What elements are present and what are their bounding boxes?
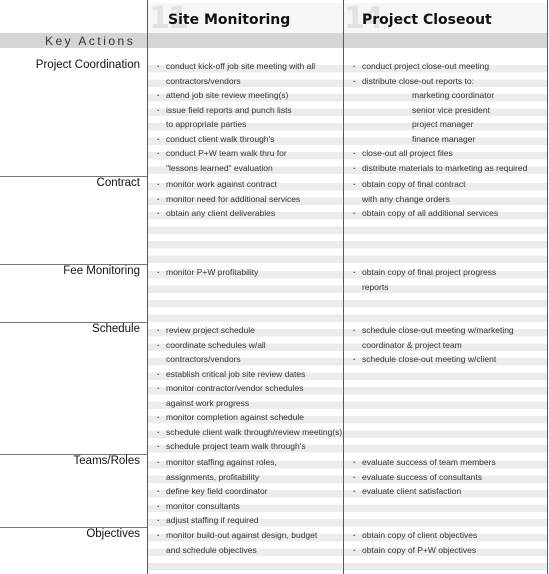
action-item [354, 132, 547, 147]
action-text: · monitor need for additional services [166, 193, 301, 204]
action-item [354, 338, 547, 353]
action-item [354, 455, 547, 470]
action-text: · distribute materials to marketing as required [362, 162, 528, 173]
action-text: · adjust staffing if required [166, 515, 259, 525]
action-text: · monitor staffing against roles, [166, 457, 277, 467]
action-text: with any change orders [362, 193, 450, 204]
action-text: · monitor consultants [166, 500, 240, 511]
site-monitoring-actions [158, 265, 343, 280]
action-text: · define key field coordinator [166, 486, 268, 496]
column-header-project-closeout [344, 1, 547, 36]
action-item [354, 74, 547, 89]
action-text: · close-out all project files [362, 148, 453, 158]
action-text: marketing coordinator [412, 90, 495, 100]
action-item [354, 484, 547, 499]
key-actions-bar [0, 33, 548, 48]
action-text: against work progress [166, 397, 250, 408]
action-item [158, 367, 343, 382]
column-number: 11 [149, 1, 187, 36]
column-header-site-monitoring [148, 1, 343, 36]
action-item [354, 206, 547, 221]
action-item [158, 132, 343, 147]
action-item [158, 161, 343, 176]
action-item [158, 499, 343, 514]
action-item [158, 338, 343, 353]
action-item [354, 88, 547, 103]
action-text: · monitor build-out against design, budget [166, 530, 318, 540]
action-text: · conduct kick-off job site meeting with all [166, 61, 316, 71]
action-item [158, 177, 343, 192]
section-label: Teams/Roles [73, 455, 140, 467]
column-divider [147, 0, 148, 574]
project-closeout-actions [354, 455, 547, 499]
action-text: · obtain copy of client objectives [362, 530, 478, 540]
section-label: Project Coordination [35, 59, 140, 71]
action-item [158, 513, 343, 528]
site-monitoring-actions [158, 455, 343, 528]
action-item [158, 410, 343, 425]
section-contract [0, 176, 548, 265]
action-text: · conduct client walk through's [166, 133, 275, 144]
action-text: · coordinate schedules w/all [166, 339, 266, 350]
project-closeout-actions [354, 265, 547, 294]
action-item [158, 528, 343, 543]
site-monitoring-actions [158, 177, 343, 221]
action-item [158, 484, 343, 499]
action-item [354, 352, 547, 367]
column-divider [547, 0, 548, 574]
action-text: contractors/vendors [166, 354, 241, 364]
section-label: Schedule [92, 323, 140, 335]
action-text: · obtain copy of all additional services [362, 208, 499, 218]
action-item [158, 146, 343, 161]
section-fee-monitoring [0, 264, 548, 323]
site-monitoring-actions [158, 528, 343, 557]
action-text: · monitor completion against schedule [166, 412, 304, 422]
project-closeout-actions [354, 59, 547, 175]
action-item [158, 206, 343, 221]
project-closeout-actions [354, 177, 547, 221]
action-item [354, 177, 547, 192]
action-text: · establish critical job site review dates [166, 368, 306, 379]
action-text: · evaluate success of consultants [362, 471, 483, 482]
column-title: Project Closeout [362, 12, 492, 28]
action-item [354, 59, 547, 74]
action-item [354, 265, 547, 280]
action-text: reports [362, 281, 389, 292]
action-item [354, 117, 547, 132]
action-text: senior vice president [412, 104, 490, 115]
action-item [158, 425, 343, 440]
action-item [158, 470, 343, 485]
action-item [158, 265, 343, 280]
action-text: · monitor work against contract [166, 179, 278, 189]
action-item [354, 103, 547, 118]
action-item [354, 528, 547, 543]
site-monitoring-actions [158, 323, 343, 454]
action-text: · attend job site review meeting(s) [166, 90, 289, 100]
action-text: · evaluate client satisfaction [362, 486, 462, 496]
action-text: · schedule client walk through/review meeting(s) [166, 426, 343, 437]
action-item [354, 146, 547, 161]
column-divider [343, 0, 344, 574]
action-item [158, 323, 343, 338]
action-text: · issue field reports and punch lists [166, 104, 292, 115]
action-item [158, 455, 343, 470]
action-item [158, 74, 343, 89]
section-project-coordination [0, 58, 548, 177]
action-text: contractors/vendors [166, 75, 241, 86]
action-text: · distribute close-out reports to: [362, 75, 474, 86]
site-monitoring-actions [158, 59, 343, 175]
column-number: 14 [344, 1, 382, 36]
project-closeout-actions [354, 323, 547, 367]
section-label: Contract [96, 177, 140, 189]
action-item [158, 381, 343, 396]
action-text: · conduct P+W team walk thru for [166, 148, 287, 158]
action-item [354, 323, 547, 338]
action-item [158, 439, 343, 454]
action-text: · obtain copy of final contract [362, 179, 466, 189]
action-item [158, 396, 343, 411]
action-text: and schedule objectives [166, 544, 257, 555]
action-item [158, 59, 343, 74]
action-text: · schedule close-out meeting w/marketing [362, 325, 514, 335]
section-schedule [0, 322, 548, 455]
action-text: · schedule close-out meeting w/client [362, 354, 497, 364]
section-teams-roles [0, 454, 548, 528]
key-actions-label: Key Actions [45, 34, 136, 48]
action-item [354, 543, 547, 558]
action-item [158, 543, 343, 558]
action-text: · review project schedule [166, 325, 255, 335]
action-item [354, 161, 547, 176]
action-item [354, 192, 547, 207]
action-text: · monitor P+W profitability [166, 267, 259, 277]
action-text: to appropriate parties [166, 119, 247, 129]
action-text: · evaluate success of team members [362, 457, 496, 467]
column-title: Site Monitoring [168, 12, 291, 28]
action-text: · obtain any client deliverables [166, 208, 276, 218]
action-item [354, 470, 547, 485]
action-text: · obtain copy of final project progress [362, 267, 497, 277]
action-item [158, 192, 343, 207]
action-item [158, 117, 343, 132]
action-text: · monitor contractor/vendor schedules [166, 383, 304, 393]
action-text: · schedule project team walk through's [166, 441, 306, 451]
action-text: coordinator & project team [362, 339, 462, 350]
project-closeout-actions [354, 528, 547, 557]
section-label: Objectives [86, 528, 140, 540]
action-item [158, 352, 343, 367]
action-item [354, 280, 547, 295]
action-text: assignments, profitability [166, 471, 260, 482]
action-text: · obtain copy of P+W objectives [362, 544, 477, 555]
action-text: project manager [412, 119, 474, 129]
action-item [158, 103, 343, 118]
action-text: · conduct project close-out meeting [362, 61, 490, 71]
action-text: finance manager [412, 133, 476, 144]
section-objectives [0, 527, 548, 574]
action-item [158, 88, 343, 103]
action-text: "lessons learned" evaluation [166, 162, 273, 173]
section-label: Fee Monitoring [63, 265, 140, 277]
